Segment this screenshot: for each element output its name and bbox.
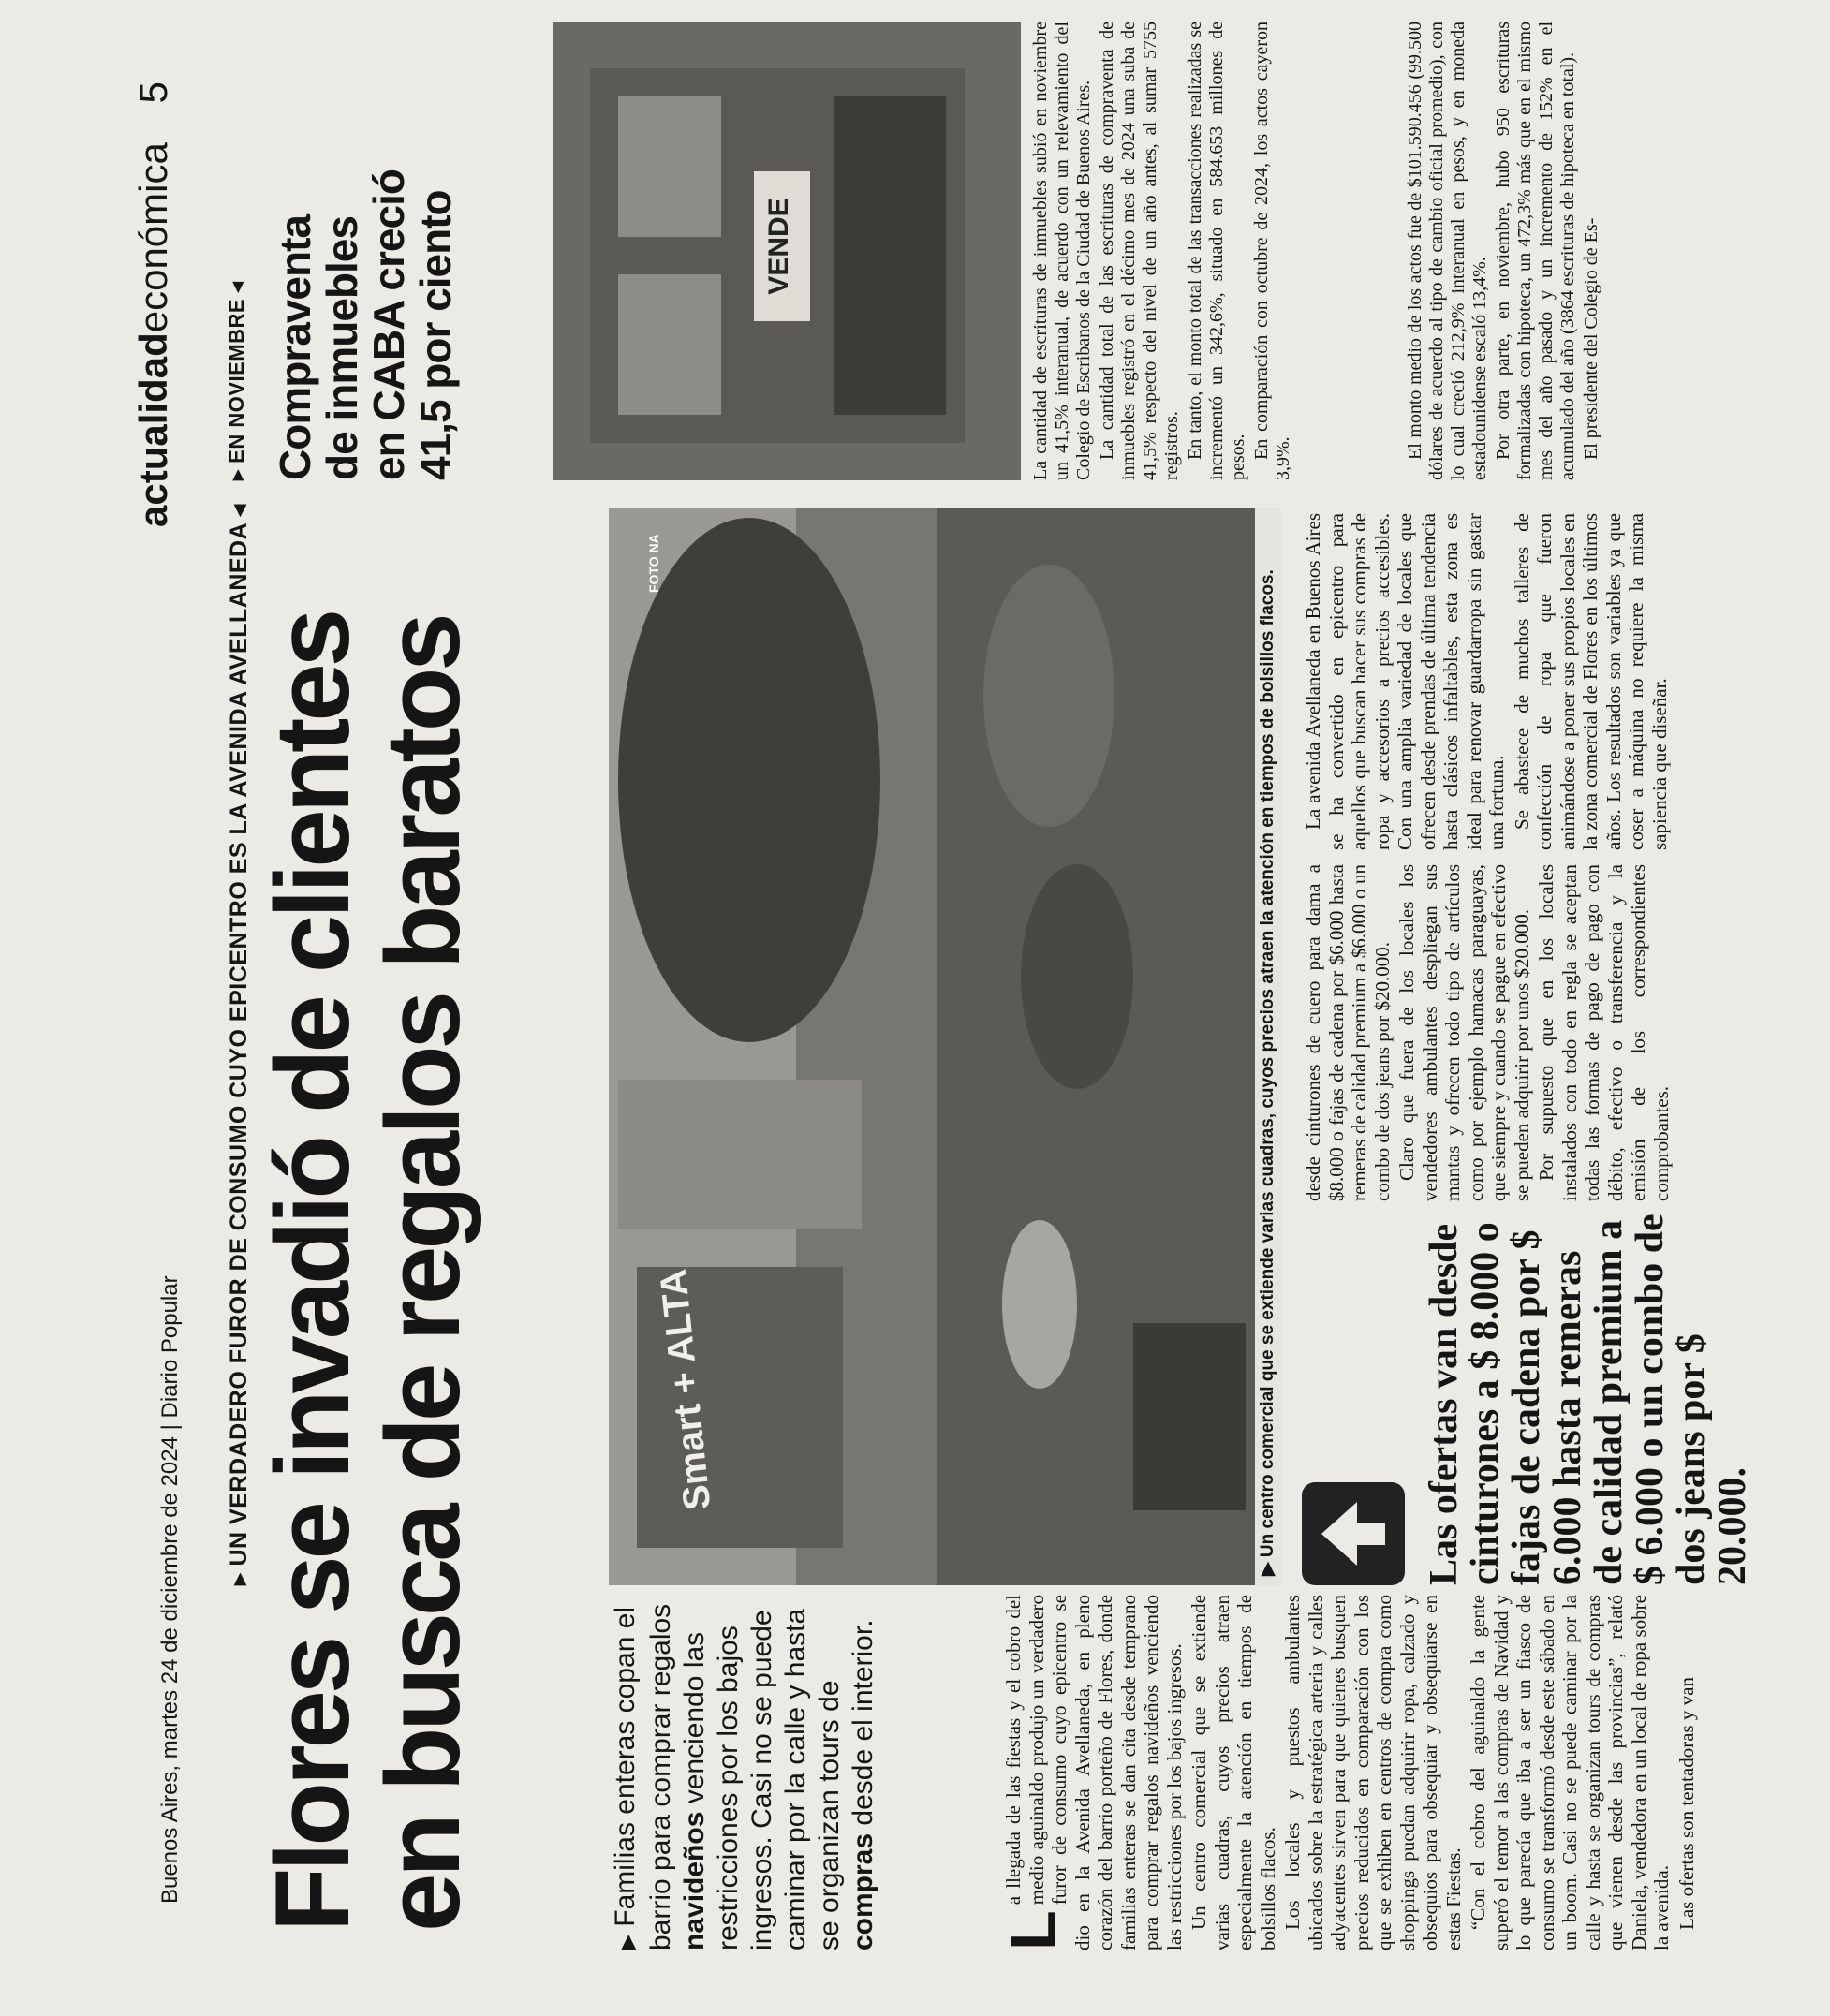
- col1-para: “Con el cobro del aguinaldo la gente superó el temor a las compras de Navidad y lo que parecía que iba a ser un fiasco de consumo se transformó desde este sábado en un boom. Casi no se puede caminar por la calle y hasta se organizan tours de compras que vienen desde las provincias”, relató Daniela, vendedora en un local de ropa sobre la avenida.: [1467, 1595, 1673, 1950]
- col2-para: Por supuesto que en los locales instalados con todo en regla se aceptan todas las formas de pago de pago con débito, efectivo o transferencia y la emisión de los correspondientes comprobantes.: [1535, 864, 1673, 1201]
- pull-quote-box: [1302, 1211, 1753, 1585]
- col1-para: Los locales y puestos ambulantes ubicados sobre la estratégica arteria y calles adyacentes sirven para que quienes busquen precios reducidos en comparación con los que se exhiben en centros de compra como shoppings puedan adquirir ropa, calzado y obsequios para obsequiar y obsequiarse en estas Fiestas.: [1281, 1595, 1465, 1950]
- headline-line-2: en busca de regalos baratos: [364, 616, 481, 1932]
- main-headline: [254, 508, 481, 1932]
- for-sale-sign: VENDE: [763, 198, 794, 295]
- col1-para: Un centro comercial que se extiende varias cuadras, cuyos precios atraen especialmente la atención en tiempos de bolsillos flacos.: [1188, 1595, 1279, 1950]
- pull-quote-text: Las ofertas van desde cinturones a $ 8.000 o fajas de cadena por $ 6.000 hasta remeras de calidad premium a $ 6.000 o un combo de dos jeans por $ 20.000.: [1423, 1214, 1754, 1585]
- section-name: [131, 81, 176, 527]
- lede-emphasis: compras: [848, 1832, 878, 1950]
- photo-credit: FOTO NA: [646, 534, 661, 593]
- side-col2-para: Por otra parte, en noviembre, hubo 950 escrituras formalizadas con hipoteca, un 472,3% más que en el mismo mes del año pasado y un incremento de 152% en el acumulado del año (3864 escrituras de hipoteca en total).: [1493, 22, 1578, 480]
- drop-cap: L: [996, 1910, 1070, 1950]
- side-col1-para: La cantidad de escrituras de inmuebles subió en noviembre un 41,5% interanual, de acuerdo con un relevamiento del Colegio de Escribanos de la Ciudad de Buenos Aires.: [1030, 22, 1094, 480]
- body-column-1: [996, 1595, 1700, 1950]
- arrow-up-icon: [1302, 1482, 1405, 1585]
- col1-para: a llegada de las fiestas y el cobro del medio aguinaldo produjo un verdadero furor de consumo cuyo epicentro se dio en la Avenida Avellaneda, en pleno corazón del barrio porteño de Flores, donde familias enteras se dan cita desde temprano para comprar regalos navideños venciendo las restricciones por los bajos ingresos.: [1002, 1595, 1186, 1950]
- photo-caption: ▶ Un centro comercial que se extiende varias cuadras, cuyos precios atraen la atención en tiempos de bolsillos flacos.: [1255, 508, 1281, 1585]
- section-name-light: económica: [131, 142, 175, 333]
- side-kicker-text: EN NOVIEMBRE: [225, 298, 248, 464]
- lede-run: desde el interior.: [848, 1619, 878, 1833]
- side-photo: [553, 22, 1021, 480]
- side-kicker: ▸ EN NOVIEMBRE ◂: [225, 281, 248, 480]
- col3-para: Se abastece de muchos talleres de confección de ropa que fueron animándose a poner sus propios locales en la zona comercial de Flores en los últimos años. Los resultados son variables ya que coser a máquina no requiere la misma sapiencia que diseñar.: [1510, 513, 1671, 850]
- col3-para: La avenida Avellaneda en Buenos Aires se ha convertido en epicentro para aquellos que buscan hacer sus compras de ropa y accesorios a precios accesibles. Con una amplia variedad de locales que ofrecen desde prendas de última tendencia hasta clásicos infaltables, esta zona es ideal para renovar guardarropa sin gastar una fortuna.: [1302, 513, 1508, 850]
- side-column-1: [1030, 22, 1296, 480]
- side-col1-para: En tanto, el monto total de las transacciones realizadas se incrementó un 342,6%, situado en 584.653 millones de pesos.: [1185, 22, 1248, 480]
- main-lede: ▶ Familias enteras copan el barrio para comprar regalos navideños venciendo las restricciones por los bajos ingresos. Casi no se puede caminar por la calle y hasta se organizan tours de compras desde el interior.: [610, 1603, 878, 1950]
- headline-line-1: Flores se invadió de clientes: [254, 611, 371, 1932]
- col2-para: Claro que fuera de los locales los vendedores ambulantes despliegan sus mantas y ofrecen todo tipo de artículos como por ejemplo hamacas paraguayas, que siempre y cuando se pague en efectivo se pueden adquirir por unos $20.000.: [1395, 864, 1533, 1201]
- main-photo: [609, 508, 1255, 1585]
- main-lede-text: [610, 1604, 878, 1950]
- section-name-bold: actualidad: [131, 332, 175, 527]
- col1-para: Las ofertas son tentadoras y van: [1675, 1677, 1698, 1930]
- col2-para: desde cinturones de cuero para dama a $8.000 o fajas de cadena por $6.000 hasta remeras de calidad premium a $6.000 o un combo de dos jeans por $20.000.: [1302, 864, 1394, 1201]
- side-col1-para: En comparación con octubre de 2024, los actos cayeron 3,9%.: [1251, 22, 1293, 480]
- lede-emphasis: navideños: [679, 1811, 710, 1950]
- folio-line: Buenos Aires, martes 24 de diciembre de 2024 | Diario Popular: [157, 1275, 183, 1904]
- side-col2-para: El presidente del Colegio de Es-: [1581, 217, 1601, 460]
- side-column-2: [1405, 22, 1604, 480]
- side-headline-line: Compraventa: [271, 215, 319, 480]
- store-sign: Smart + ALTA: [652, 1267, 719, 1512]
- side-col2-para: El monto medio de los actos fue de $101.590.456 (99.500 dólares de acuerdo al tipo de cambio oficial promedio), con lo cual creció 212,9% interanual en pesos, y en moneda estadounidense escaló 13,4%.: [1405, 22, 1490, 480]
- side-col1-para: La cantidad total de las escrituras de compraventa de inmuebles registró en el décimo mes de 2024 una suba de 41,5% respecto del nivel de un año antes, al sumar 5755 registros.: [1097, 22, 1182, 480]
- side-headline-line: en CABA creció: [364, 169, 413, 480]
- lede-run: Familias enteras copan el barrio para comprar regalos: [610, 1603, 676, 1950]
- main-kicker-text: UN VERDADERO FUROR DE CONSUMO CUYO EPICENTRO ES LA AVENIDA AVELLANEDA: [226, 522, 252, 1567]
- side-headline-line: de inmuebles: [317, 216, 366, 480]
- photo-caption-text: Un centro comercial que se extiende varias cuadras, cuyos precios atraen la atención en tiempos de bolsillos flacos.: [1258, 569, 1277, 1558]
- lede-run: venciendo las restricciones por los bajos ingresos. Casi no se puede caminar por la calle y hasta se organizan tours de: [679, 1608, 845, 1950]
- page-number: 5: [131, 81, 175, 104]
- body-column-2: [1302, 864, 1675, 1201]
- side-headline: [272, 12, 459, 480]
- side-headline-line: 41,5 por ciento: [411, 190, 460, 480]
- body-column-3: [1302, 513, 1673, 850]
- main-kicker: ▸ UN VERDADERO FUROR DE CONSUMO CUYO EPICENTRO ES LA AVENIDA AVELLANEDA ◂: [226, 504, 252, 1585]
